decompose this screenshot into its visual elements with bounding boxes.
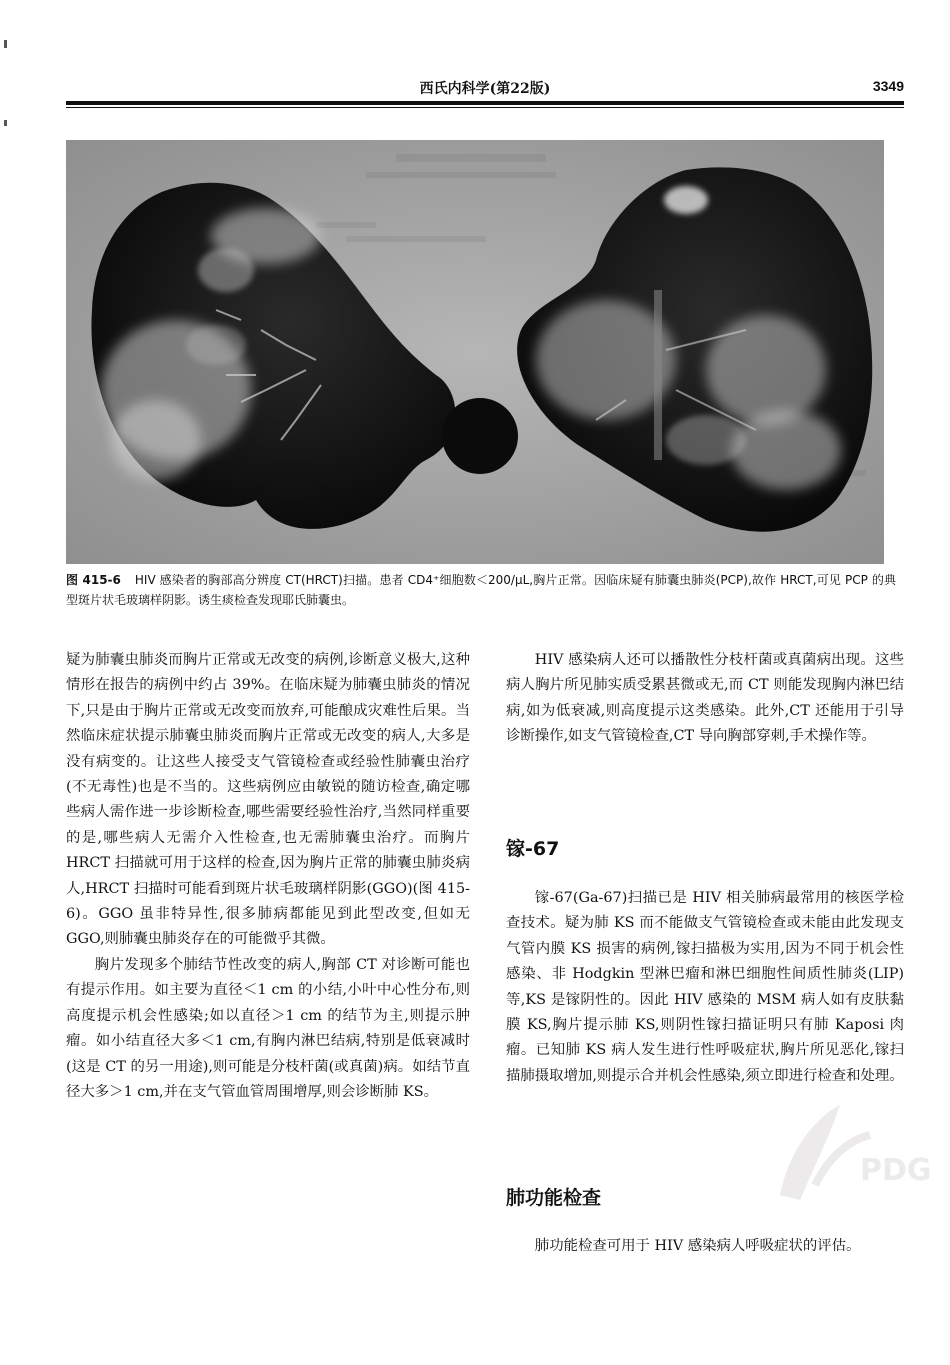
right-paragraph-3: 肺功能检查可用于 HIV 感染病人呼吸症状的评估。 xyxy=(534,1238,861,1254)
figure-caption xyxy=(66,570,896,610)
right-column-pulmonary xyxy=(506,1234,904,1259)
watermark-text: PDG xyxy=(860,1153,932,1188)
section-heading-pulmonary-function: 肺功能检查 xyxy=(506,1187,602,1209)
figure-caption-text: HIV 感染者的胸部高分辨度 CT(HRCT)扫描。患者 CD4⁺细胞数＜200/μL,胸片正常。因临床疑有肺囊虫肺炎(PCP),故作 HRCT,可见 PCP 的典型斑片状毛玻璃样阴影。诱生痰检查发现耶氏肺囊虫。 xyxy=(66,573,896,607)
left-paragraph-1: 疑为肺囊虫肺炎而胸片正常或无改变的病例,诊断意义极大,这种情形在报告的病例中约占 39%。在临床疑为肺囊虫肺炎的情况下,只是由于胸片正常或无改变而放弃,可能酿成灾难性后果。当然临床症状提示肺囊虫肺炎而胸片正常或无改变的病人,大多是没有病变的。让这些人接受支气管镜检查或经验性肺囊虫治疗(不无毒性)也是不当的。这些病例应由敏锐的随访检查,确定哪些病人需作进一步诊断检查,哪些需要经验性治疗,当然同样重要的是,哪些病人无需介入性检查,也无需肺囊虫治疗。而胸片 HRCT 扫描就可用于这样的检查,因为胸片正常的肺囊虫肺炎病人,HRCT 扫描时可能看到斑片状毛玻璃样阴影(GGO)(图 415-6)。GGO 虽非特异性,很多肺病都能见到此型改变,但如无 GGO,则肺囊虫肺炎存在的可能微乎其微。 xyxy=(66,652,470,948)
page-header xyxy=(66,78,904,98)
figure-label: 图 415-6 xyxy=(66,573,121,587)
margin-mark xyxy=(4,120,7,126)
right-paragraph-1: HIV 感染病人还可以播散性分枝杆菌或真菌病出现。这些病人胸片所见肺实质受累甚微或无,而 CT 则能发现胸内淋巴结病,如为低衰减,则高度提示这类感染。此外,CT 还能用于引导诊断操作,如支气管镜检查,CT 导向胸部穿刺,手术操作等。 xyxy=(506,652,904,745)
ct-scan-figure xyxy=(66,140,884,564)
margin-mark xyxy=(4,40,7,48)
watermark-logo xyxy=(760,1085,950,1215)
running-title: 西氏内科学(第22版) xyxy=(419,81,551,97)
left-column xyxy=(66,648,470,1105)
right-column xyxy=(506,648,904,750)
left-paragraph-2: 胸片发现多个肺结节性改变的病人,胸部 CT 对诊断可能也有提示作用。如主要为直径＜1 cm 的小结,小叶中心性分布,则高度提示机会性感染;如以直径＞1 cm 的结节为主,则提示肿瘤。如小结直径大多＜1 cm,有胸内淋巴结病,特别是低衰减时(这是 CT 的另一用途),则可能是分枝杆菌(或真菌)病。如结节直径大多＞1 cm,并在支气管血管周围增厚,则会诊断肺 KS。 xyxy=(66,956,470,1100)
ct-scan-image xyxy=(66,140,884,564)
page-number: 3349 xyxy=(872,78,904,94)
right-paragraph-2: 镓-67(Ga-67)扫描已是 HIV 相关肺病最常用的核医学检查技术。疑为肺 KS 而不能做支气管镜检查或未能由此发现支气管内膜 KS 损害的病例,镓扫描极为实用,因为不同于机会性感染、非 Hodgkin 型淋巴瘤和淋巴细胞性间质性肺炎(LIP)等,KS 是镓阴性的。因此 HIV 感染的 MSM 病人如有皮肤黏膜 KS,胸片提示肺 KS,则阴性镓扫描证明只有肺 Kaposi 肉瘤。已知肺 KS 病人发生进行性呼吸症状,胸片所见恶化,镓扫描肺摄取增加,则提示合并机会性感染,须立即进行检查和处理。 xyxy=(506,890,904,1084)
section-heading-gallium: 镓-67 xyxy=(506,838,560,860)
header-rule-thin xyxy=(66,107,904,108)
aorta-shape xyxy=(442,398,518,474)
right-column-gallium xyxy=(506,886,904,1089)
header-rule-thick xyxy=(66,101,904,105)
